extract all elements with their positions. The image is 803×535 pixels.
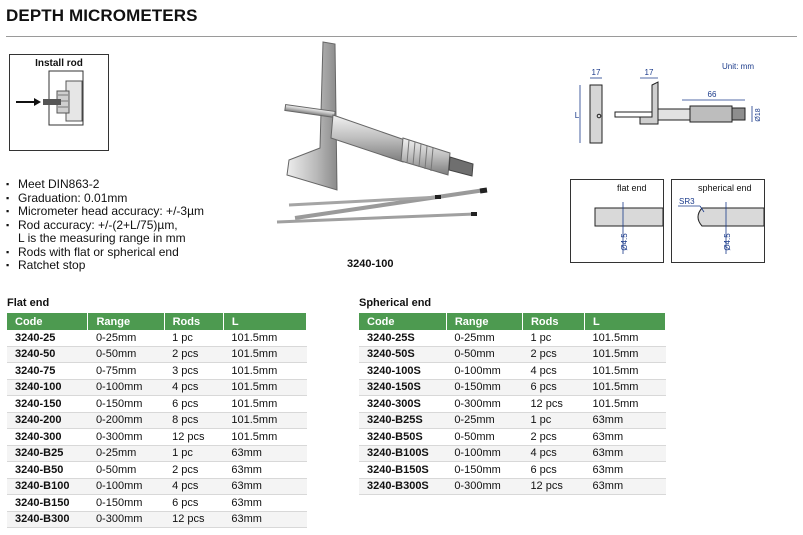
table-cell: 0-100mm [446,363,522,380]
dim-base-depth: 17 [644,68,654,77]
table-cell: 0-25mm [88,330,164,346]
feature-item: ▪ Micrometer head accuracy: +/-3µm [6,205,204,219]
install-rod-label: Install rod [35,58,83,69]
feature-list [6,178,204,273]
table-cell: 4 pcs [164,379,223,396]
table-cell: 3240-B150 [7,495,88,512]
table-cell: 0-200mm [88,412,164,429]
spherical-end-diameter: Ø4.5 [723,233,732,251]
spherical-end-radius: SR3 [679,197,695,206]
table-cell: 2 pcs [164,346,223,363]
table-cell: 101.5mm [223,363,306,380]
table-cell: 3240-50S [359,346,446,363]
table-cell: 0-300mm [88,511,164,528]
table-cell: 3240-B25 [7,445,88,462]
table-cell: 101.5mm [223,379,306,396]
spherical-end-detail [671,179,765,263]
table-cell: 63mm [223,445,306,462]
table-cell: 1 pc [164,330,223,346]
unit-label: Unit: mm [722,62,754,71]
table-cell: 3240-50 [7,346,88,363]
column-header: Code [359,313,446,330]
spherical-end-table-title: Spherical end [359,297,432,309]
table-cell: 101.5mm [223,346,306,363]
table-row [7,495,307,512]
column-header: L [223,313,306,330]
table-cell: 101.5mm [585,346,666,363]
title-divider [6,36,797,37]
column-header: Rods [164,313,223,330]
table-row [7,346,307,363]
table-cell: 0-100mm [446,445,522,462]
column-header: Range [88,313,164,330]
table-cell: 63mm [585,429,666,446]
dimension-diagram [570,60,795,155]
table-cell: 3240-B100S [359,445,446,462]
table-cell: 101.5mm [223,429,306,446]
table-cell: 101.5mm [585,330,666,346]
dim-thimble-length: 66 [707,90,717,99]
table-row [7,396,307,413]
table-cell: 101.5mm [585,396,666,413]
table-cell: 101.5mm [223,396,306,413]
install-rod-box [9,54,109,151]
table-cell: 63mm [223,478,306,495]
table-cell: 63mm [585,412,666,429]
table-cell: 63mm [585,478,666,495]
table-cell: 3240-B100 [7,478,88,495]
table-cell: 0-100mm [88,379,164,396]
table-row [7,462,307,479]
feature-continuation: L is the measuring range in mm [18,231,186,245]
dim-thimble-diameter: Ø18 [755,108,762,122]
flat-end-detail [570,179,664,263]
table-cell: 63mm [585,462,666,479]
table-cell: 4 pcs [164,478,223,495]
table-cell: 0-25mm [446,412,522,429]
table-cell: 6 pcs [164,396,223,413]
table-cell: 101.5mm [223,412,306,429]
table-cell: 101.5mm [223,330,306,346]
table-cell: 0-75mm [88,363,164,380]
table-cell: 3240-100 [7,379,88,396]
table-header-row [7,313,307,330]
table-cell: 8 pcs [164,412,223,429]
flat-end-drawing [571,180,663,262]
table-row [7,429,307,446]
table-row [7,478,307,495]
column-header: Range [446,313,522,330]
depth-micrometer-illustration [275,40,490,255]
table-cell: 3240-300 [7,429,88,446]
table-row [359,346,666,363]
table-cell: 12 pcs [522,396,584,413]
table-cell: 6 pcs [522,379,584,396]
table-cell: 1 pc [522,412,584,429]
column-header: Code [7,313,88,330]
feature-item: ▪ Meet DIN863-2 [6,178,204,192]
table-cell: 3240-B150S [359,462,446,479]
table-cell: 3240-300S [359,396,446,413]
table-cell: 0-25mm [446,330,522,346]
install-rod-illustration [10,55,108,150]
table-row [7,445,307,462]
table-cell: 3240-B25S [359,412,446,429]
table-cell: 63mm [585,445,666,462]
table-row [7,330,307,346]
table-row [7,379,307,396]
table-cell: 3240-B50S [359,429,446,446]
table-cell: 3240-150S [359,379,446,396]
table-cell: 63mm [223,462,306,479]
flat-end-label: flat end [617,183,647,193]
table-cell: 6 pcs [164,495,223,512]
table-cell: 0-50mm [88,462,164,479]
table-cell: 0-300mm [446,478,522,495]
table-row [7,363,307,380]
table-cell: 3240-150 [7,396,88,413]
table-cell: 3240-B300S [359,478,446,495]
dim-base-width: 17 [591,68,601,77]
table-cell: 2 pcs [522,346,584,363]
flat-end-table [7,313,307,528]
table-cell: 2 pcs [164,462,223,479]
spherical-end-drawing [672,180,764,262]
table-cell: 63mm [223,511,306,528]
table-cell: 0-50mm [446,346,522,363]
table-cell: 12 pcs [164,429,223,446]
spherical-end-label: spherical end [698,183,752,193]
flat-end-diameter: Ø4.5 [620,233,629,251]
table-cell: 2 pcs [522,429,584,446]
table-cell: 0-100mm [88,478,164,495]
table-cell: 3240-75 [7,363,88,380]
table-cell: 1 pc [164,445,223,462]
table-cell: 0-50mm [446,429,522,446]
column-header: Rods [522,313,584,330]
feature-item: ▪ Rod accuracy: +/-(2+L/75)µm, [6,219,204,233]
feature-item: ▪ Ratchet stop [6,259,204,273]
feature-item: ▪ Rods with flat or spherical end [6,246,204,260]
table-cell: 0-25mm [88,445,164,462]
table-cell: 12 pcs [522,478,584,495]
table-cell: 3240-100S [359,363,446,380]
page-title: DEPTH MICROMETERS [6,6,198,25]
table-row [359,330,666,346]
table-cell: 6 pcs [522,462,584,479]
feature-item: ▪ Graduation: 0.01mm [6,192,204,206]
dim-length: L [574,111,580,120]
model-caption: 3240-100 [347,258,394,270]
column-header: L [585,313,666,330]
table-cell: 101.5mm [585,379,666,396]
table-cell: 3240-B300 [7,511,88,528]
table-header-row [359,313,666,330]
table-cell: 4 pcs [522,445,584,462]
table-row [359,462,666,479]
table-cell: 0-50mm [88,346,164,363]
table-cell: 0-150mm [446,462,522,479]
table-row [359,478,666,495]
table-cell: 0-300mm [446,396,522,413]
table-row [359,363,666,380]
table-row [7,412,307,429]
table-cell: 12 pcs [164,511,223,528]
table-cell: 0-150mm [88,495,164,512]
flat-end-table-title: Flat end [7,297,50,309]
table-row [359,412,666,429]
table-cell: 0-150mm [446,379,522,396]
table-cell: 0-300mm [88,429,164,446]
spherical-end-table [359,313,666,495]
table-cell: 4 pcs [522,363,584,380]
table-cell: 3240-25S [359,330,446,346]
table-row [359,396,666,413]
table-cell: 3 pcs [164,363,223,380]
table-cell: 0-150mm [88,396,164,413]
table-cell: 1 pc [522,330,584,346]
table-cell: 3240-200 [7,412,88,429]
table-cell: 101.5mm [585,363,666,380]
table-cell: 3240-B50 [7,462,88,479]
table-row [359,445,666,462]
table-row [359,379,666,396]
table-cell: 63mm [223,495,306,512]
table-row [359,429,666,446]
table-row [7,511,307,528]
table-cell: 3240-25 [7,330,88,346]
